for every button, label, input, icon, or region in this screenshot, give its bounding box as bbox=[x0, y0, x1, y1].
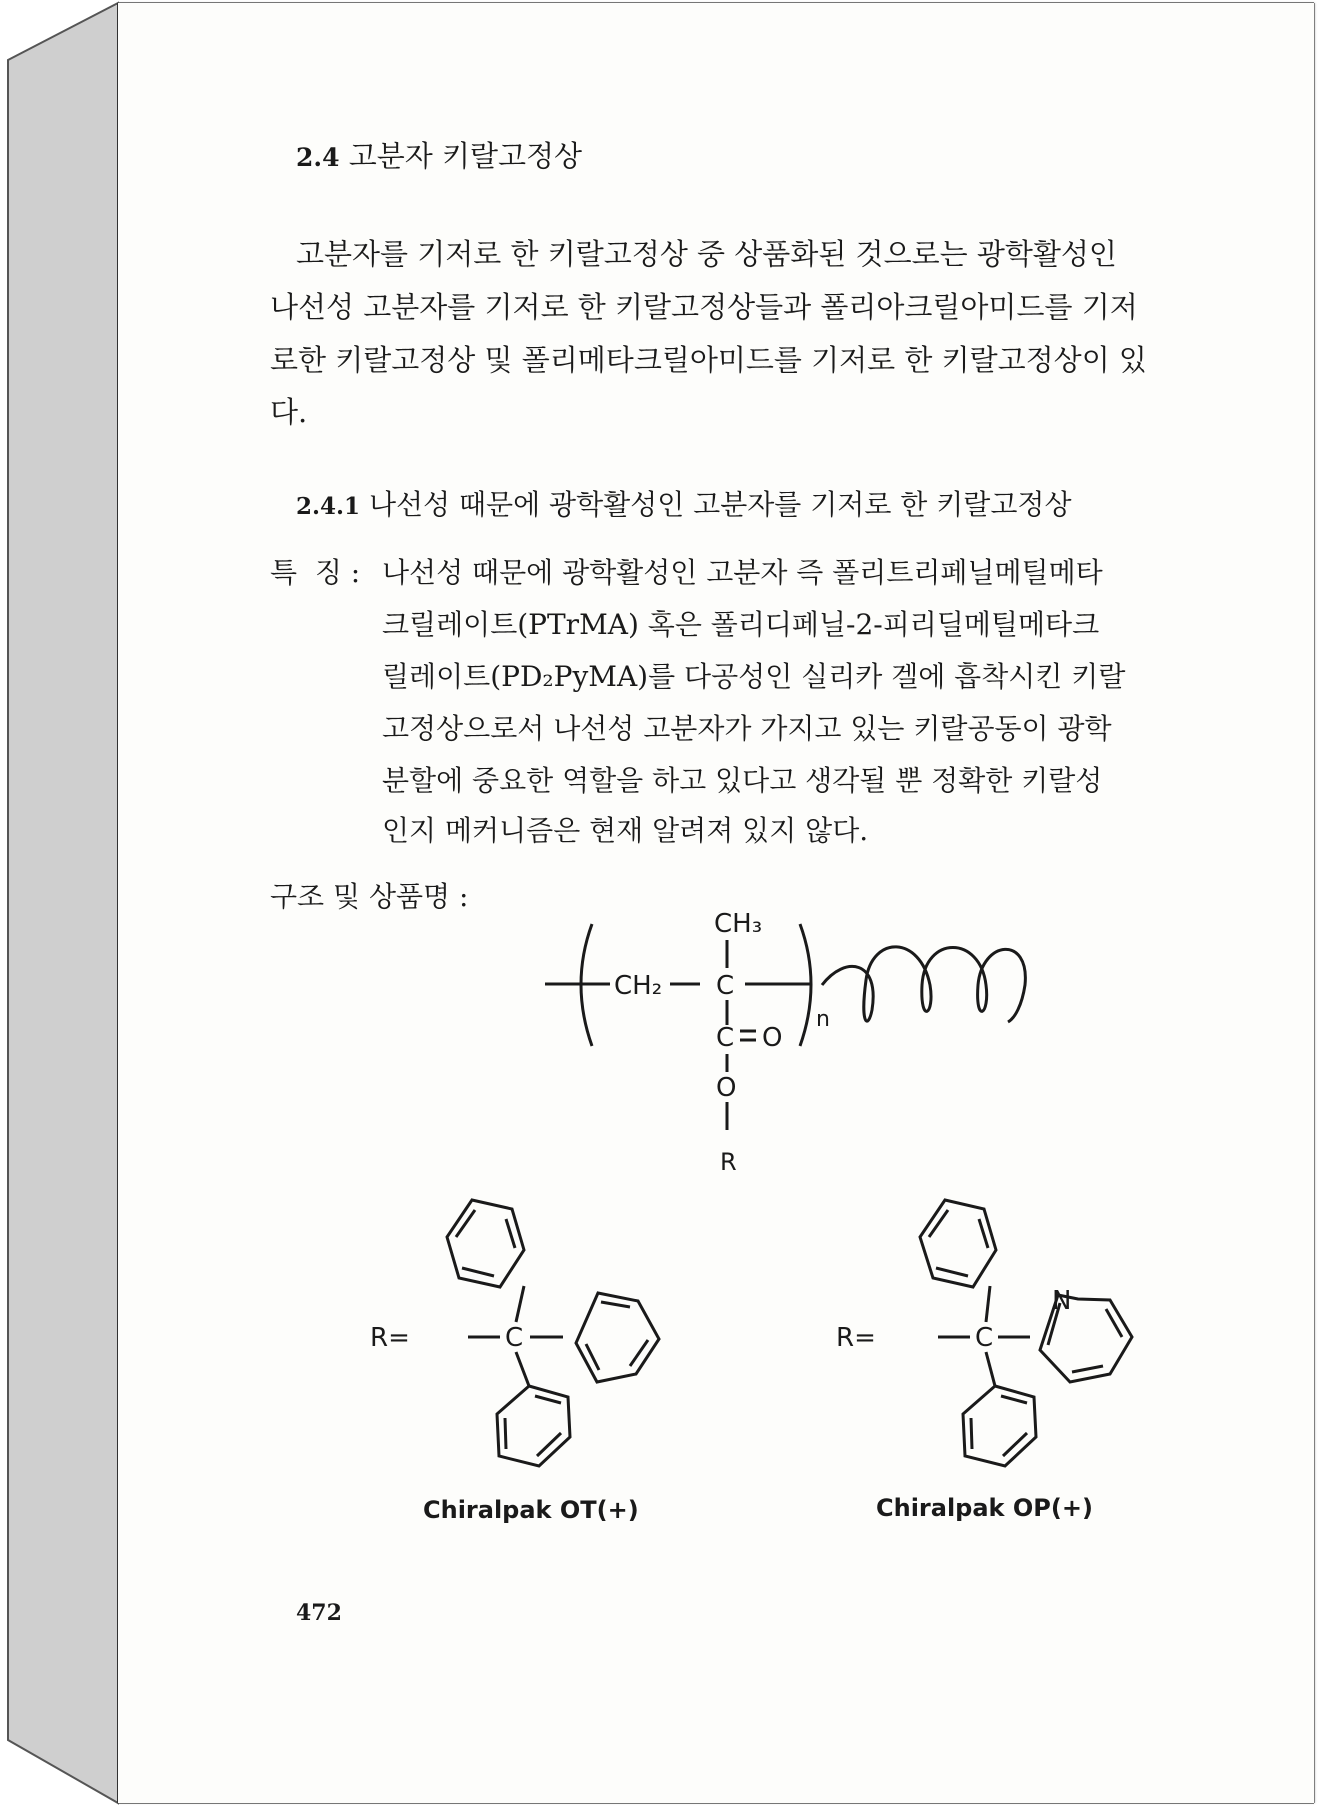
carbonyl-carbon: C bbox=[716, 1023, 735, 1053]
chiralpak-op-label: Chiralpak OP(+) bbox=[876, 1494, 1093, 1522]
feature-line-2: 크릴레이트(PTrMA) 혹은 폴리디페닐-2-피리딜메틸메타크 bbox=[382, 608, 1100, 641]
r-group: R bbox=[720, 1148, 737, 1176]
page-number: 472 bbox=[296, 1600, 342, 1626]
pyridine-nitrogen: N bbox=[1052, 1286, 1072, 1316]
left-r-label: R= bbox=[370, 1323, 410, 1353]
subsection-number: 2.4.1 bbox=[296, 493, 361, 520]
right-r-label: R= bbox=[836, 1323, 876, 1353]
feature-line-4: 고정상으로서 나선성 고분자가 가지고 있는 키랄공동이 광학 bbox=[382, 712, 1112, 745]
feature-line-5: 분할에 중요한 역할을 하고 있다고 생각될 뿐 정확한 키랄성 bbox=[382, 764, 1103, 797]
feature-line-6: 인지 메커니즘은 현재 알려져 있지 않다. bbox=[382, 814, 869, 847]
left-center-carbon: C bbox=[505, 1323, 524, 1353]
features-label: 특 징 : bbox=[270, 556, 361, 589]
right-center-carbon: C bbox=[975, 1323, 994, 1353]
diphenylpyridylmethyl-structure bbox=[920, 1200, 1132, 1466]
ester-oxygen: O bbox=[716, 1073, 737, 1103]
chiralpak-ot-label: Chiralpak OT(+) bbox=[423, 1496, 639, 1524]
intro-line-1: 고분자를 기저로 한 키랄고정상 중 상품화된 것으로는 광학활성인 bbox=[296, 237, 1117, 271]
intro-line-2: 나선성 고분자를 기저로 한 키랄고정상들과 폴리아크릴아미드를 기저 bbox=[270, 290, 1138, 324]
subsection-title: 나선성 때문에 광학활성인 고분자를 기저로 한 키랄고정상 bbox=[368, 488, 1072, 521]
ch3-label: CH₃ bbox=[714, 909, 763, 939]
feature-line-1: 나선성 때문에 광학활성인 고분자 즉 폴리트리페닐메틸메타 bbox=[382, 556, 1103, 589]
ch2-label: CH₂ bbox=[614, 971, 663, 1001]
intro-line-3: 로한 키랄고정상 및 폴리메타크릴아미드를 기저로 한 키랄고정상이 있 bbox=[270, 343, 1147, 377]
structure-label: 구조 및 상품명 : bbox=[270, 880, 469, 913]
section-title: 고분자 키랄고정상 bbox=[348, 139, 583, 173]
triphenylmethyl-structure bbox=[447, 1200, 659, 1466]
feature-line-3: 릴레이트(PD₂PyMA)를 다공성인 실리카 겔에 흡착시킨 키랄 bbox=[382, 660, 1126, 693]
intro-line-4: 다. bbox=[270, 395, 308, 429]
repeat-n: n bbox=[816, 1007, 830, 1032]
polymer-structure bbox=[545, 924, 1025, 1130]
carbonyl-oxygen: O bbox=[762, 1023, 783, 1053]
section-number: 2.4 bbox=[296, 143, 340, 172]
center-carbon: C bbox=[716, 971, 735, 1001]
